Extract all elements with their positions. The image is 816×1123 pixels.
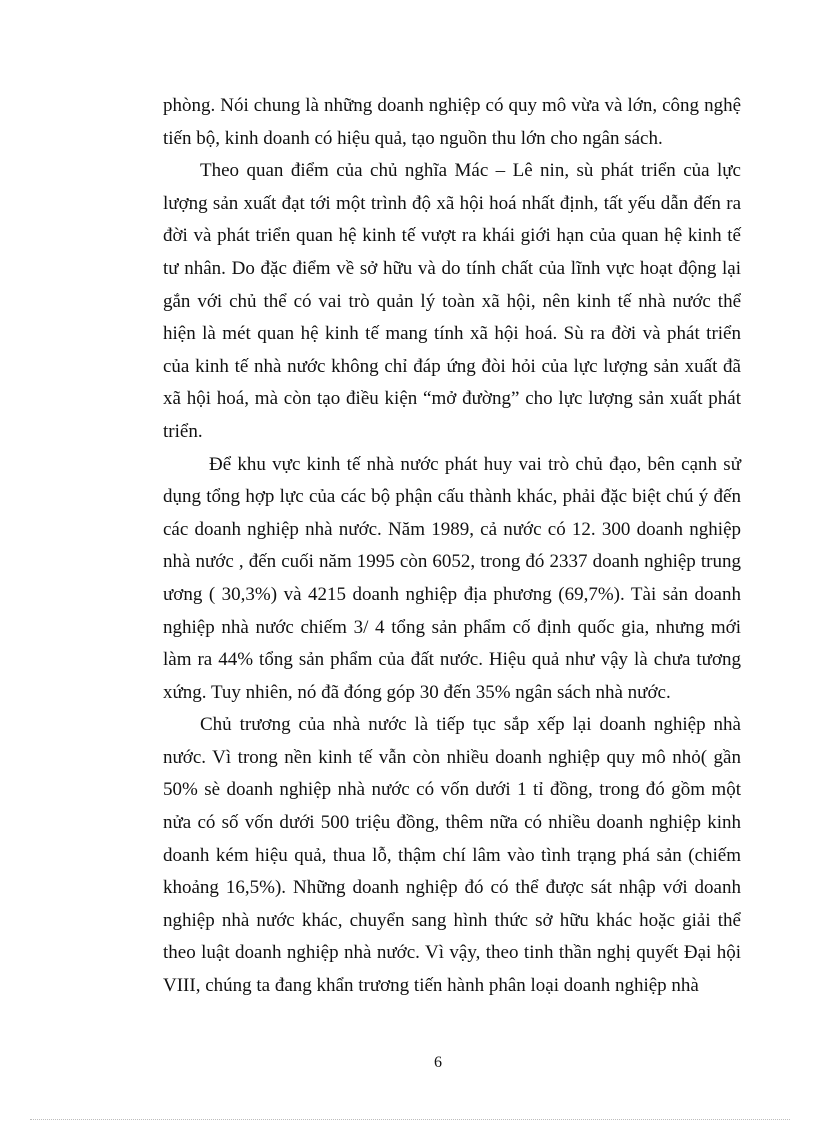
paragraph-state-enterprises: Để khu vực kinh tế nhà nước phát huy vai trò chủ đạo, bên cạnh sử dụng tổng hợp lực của các bộ phận cấu thành khác, phải đặc biệt chú ý đến các doanh nghiệp nhà nước. Năm 1989, cả nước có 12. 300 doanh nghiệp nhà nước , đến cuối năm 1995 còn 6052, trong đó 2337 doanh nghiệp trung ương ( 30,3%) và 4215 doanh nghiệp địa phương (69,7%). Tài sản doanh nghiệp nhà nước chiếm 3/ 4 tổng sản phẩm cố định quốc gia, nhưng mới làm ra 44% tổng sản phẩm của đất nước. Hiệu quả như vậy là chưa tương xứng. Tuy nhiên, nó đã đóng góp 30 đến 35% ngân sách nhà nước. [163, 453, 741, 703]
paragraph-continuation: phòng. Nói chung là những doanh nghiệp có quy mô vừa và lớn, công nghệ tiến bộ, kinh doanh có hiệu quả, tạo nguồn thu lớn cho ngân sách. [163, 95, 741, 149]
paragraph-marxist-view: Theo quan điểm của chủ nghĩa Mác – Lê nin, sù phát triển của lực lượng sản xuất đạt tới một trình độ xã hội hoá nhất định, tất yếu dẫn đến ra đời và phát triển quan hệ kinh tế vượt ra khái giới hạn của quan hệ kinh tế tư nhân. Do đặc điểm về sở hữu và do tính chất của lĩnh vực hoạt động lại gắn với chủ thể có vai trò quản lý toàn xã hội, nên kinh tế nhà nước thể hiện là mét quan hệ kinh tế mang tính xã hội hoá. Sù ra đời và phát triển của kinh tế nhà nước không chỉ đáp ứng đòi hỏi của lực lượng sản xuất đã xã hội hoá, mà còn tạo điều kiện “mở đường” cho lực lượng sản xuất phát triển. [163, 160, 741, 442]
page-number: 6 [434, 1054, 442, 1071]
footer-divider [30, 1119, 790, 1120]
paragraph-state-policy: Chủ trương của nhà nước là tiếp tục sắp xếp lại doanh nghiệp nhà nước. Vì trong nền kinh tế vẫn còn nhiều doanh nghiệp quy mô nhỏ( gần 50% sè doanh nghiệp nhà nước có vốn dưới 1 tỉ đồng, trong đó gồm một nửa có số vốn dưới 500 triệu đồng, thêm nữa có nhiều doanh nghiệp kinh doanh kém hiệu quả, thua lỗ, thậm chí lâm vào tình trạng phá sản (chiếm khoảng 16,5%). Những doanh nghiệp đó có thể được sát nhập với doanh nghiệp nhà nước khác, chuyển sang hình thức sở hữu khác hoặc giải thể theo luật doanh nghiệp nhà nước. Vì vậy, theo tinh thần nghị quyết Đại hội VIII, chúng ta đang khẩn trương tiến hành phân loại doanh nghiệp nhà [163, 714, 741, 997]
body-text [163, 90, 741, 1003]
